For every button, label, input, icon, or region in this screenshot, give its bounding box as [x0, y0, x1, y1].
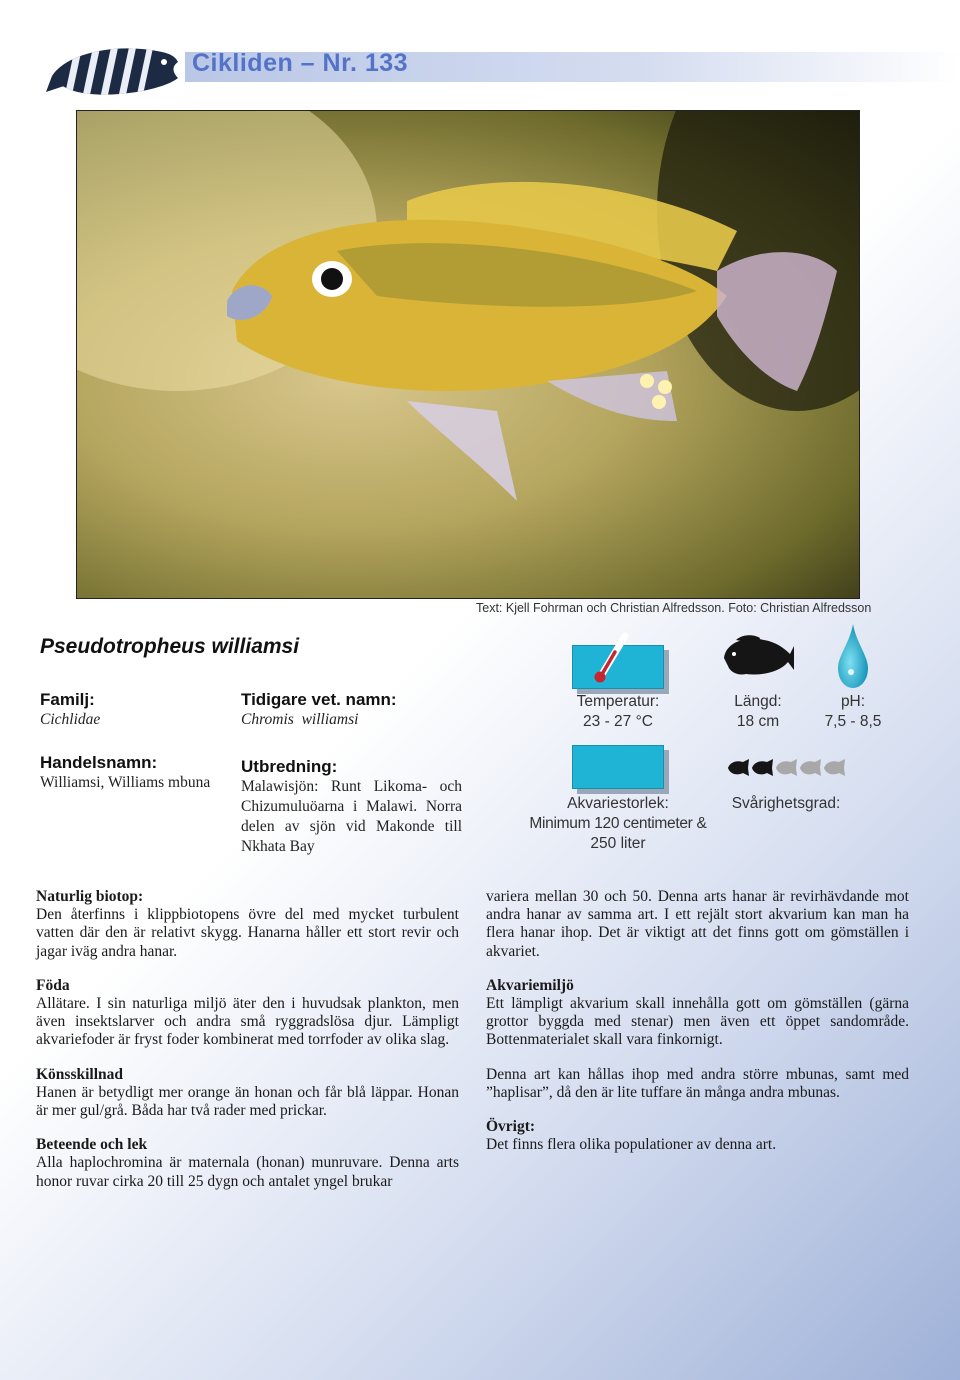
langd-value: 18 cm: [736, 713, 780, 730]
familj-label: Familj:: [40, 690, 95, 709]
left-column: [36, 888, 459, 1191]
utbredning-block: [241, 757, 462, 857]
temperatur-value: 23 - 27 °C: [583, 713, 653, 730]
water-drop-icon: [834, 622, 872, 690]
fish-silhouette-icon: [718, 632, 796, 682]
ovrigt-text: Det finns flera olika populationer av denna art.: [486, 1136, 777, 1154]
svarighetsgrad-label: Svårighetsgrad:: [731, 795, 841, 812]
species-name: Pseudotropheus williamsi: [40, 635, 300, 658]
tidigare-block: [241, 690, 397, 730]
difficulty-fish-empty-icon: [776, 759, 797, 776]
akvariestorlek-label: Akvariestorlek:: [567, 795, 669, 812]
ph-value: 7,5 - 8,5: [824, 713, 882, 730]
difficulty-fish-empty-icon: [800, 759, 821, 776]
tidigare-label: Tidigare vet. namn:: [241, 690, 397, 709]
tidigare-value: Chromis williamsi: [241, 711, 359, 728]
beteende-text: Alla haplochromina är maternala (honan) munruvare. Denna arts honor ruvar cirka 20 till 25 dygn och antalet yngel brukar: [36, 1154, 459, 1190]
beteende-heading: Beteende och lek: [36, 1136, 148, 1154]
familj-value: Cichlidae: [40, 711, 101, 728]
striped-fish-logo: [44, 36, 184, 106]
utbredning-value: Malawisjön: Runt Likoma- och Chizumuluöarna i Malawi. Norra delen av sjön vid Makonde till Nkhata Bay: [241, 778, 462, 855]
fish-photo: [76, 110, 860, 599]
difficulty-fish-filled-icon: [728, 759, 749, 776]
difficulty-rating: [727, 758, 851, 783]
akvariestorlek-value-line2: 250 liter: [590, 835, 646, 852]
photo-credit: Text: Kjell Fohrman och Christian Alfredsson. Foto: Christian Alfredsson: [476, 601, 872, 615]
ovrigt-heading: Övrigt:: [486, 1118, 536, 1136]
foda-heading: Föda: [36, 976, 70, 994]
akvariemiljo-heading: Akvariemiljö: [486, 976, 574, 994]
beteende-continued-text: variera mellan 30 och 50. Denna arts hanar är revirhävdande mot andra hanar av samma art. I ett rejält stort akvarium kan man ha flera hanar ihop. Det är viktigt att det finns gott om gömställen i akvariet.: [486, 888, 909, 960]
handelsnamn-value: Williamsi, Williams mbuna: [40, 774, 211, 791]
familj-block: [40, 690, 100, 730]
naturlig-biotop-heading: Naturlig biotop:: [36, 888, 144, 905]
aquarium-tank-icon: [572, 745, 664, 789]
langd-label: Längd:: [734, 693, 782, 710]
page-title: Cikliden – Nr. 133: [192, 49, 409, 77]
konsskillnad-text: Hanen är betydligt mer orange än honan och får blå läppar. Honan är mer gul/grå. Båda har två rader med prickar.: [36, 1083, 459, 1120]
ph-label: pH:: [840, 693, 866, 710]
handelsnamn-label: Handelsnamn:: [40, 753, 158, 772]
naturlig-biotop-text: Den återfinns i klippbiotopens övre del med mycket turbulent vatten där den är relativt skygg. Hanarna håller ett stort revir och jagar iväg andra hanar.: [36, 906, 459, 960]
foda-text: Allätare. I sin naturliga miljö äter den i huvudsak plankton, men även insektslarver och andra små ryggradslösa djur. Lämpligt akvariefoder är fryst foder kombinerat med torrfoder av olika slag.: [36, 995, 459, 1049]
temperatur-label: Temperatur:: [576, 693, 660, 710]
akvariemiljo-text-2: Denna art kan hållas ihop med andra större mbunas, samt med ”haplisar”, då den är lite tuffare än många andra mbunas.: [486, 1065, 909, 1101]
akvariemiljo-text: Ett lämpligt akvarium skall innehålla gott om gömställen (gärna grottor byggda med stenar) men även ett öppet sandområde. Bottenmaterialet skall vara finkornigt.: [486, 995, 909, 1049]
difficulty-fish-empty-icon: [824, 759, 845, 776]
thermometer-tank-icon: [572, 645, 664, 689]
konsskillnad-heading: Könsskillnad: [36, 1065, 124, 1083]
utbredning-label: Utbredning:: [241, 757, 338, 776]
difficulty-fish-filled-icon: [752, 759, 773, 776]
right-column: [486, 888, 909, 1154]
handelsnamn-block: [40, 753, 210, 793]
akvariestorlek-value-line1: Minimum 120 centimeter &: [529, 815, 707, 832]
